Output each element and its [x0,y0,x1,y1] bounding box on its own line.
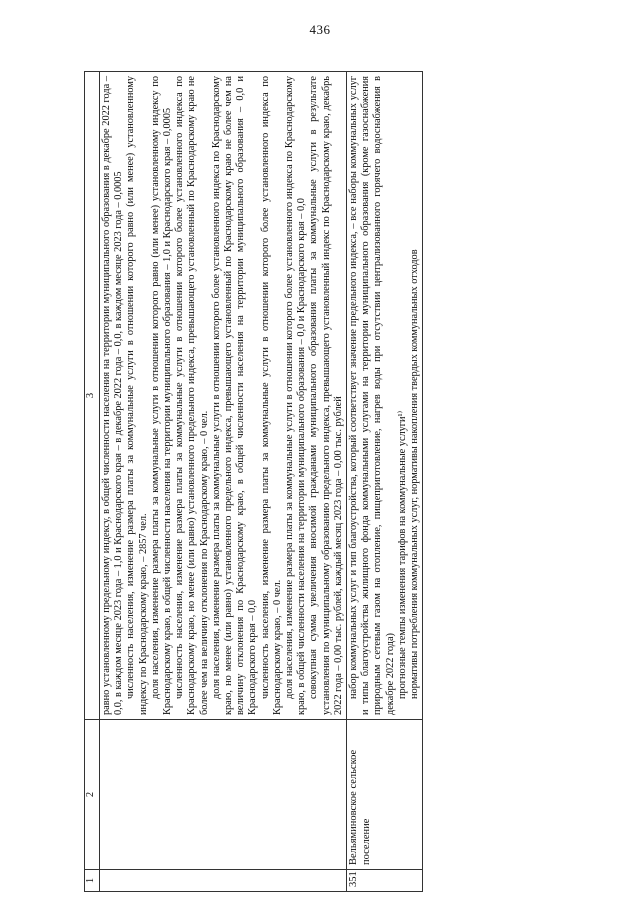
paragraph: численность населения, изменение размера платы за коммунальные услуги в отношении которого равно (или менее) установленному индексу по Краснодарскому краю, – 2857 чел. [125,76,149,715]
settlement-cell: Вельяминовское сельское поселение [347,720,423,870]
table-row-351 [347,72,423,892]
paragraph: набор коммунальных услуг и тип благоустройства, который соответствует значение предельного индекса, – все наборы коммунальных услуг и типы благоустройства жилищного фонда коммунальными услугами на территории муниципального образования (кроме газоснабжения природным сетевым газом на отопление, пищеприготовление, нагрев воды при отсутствии централизованного горячего водоснабжения в декабре 2022 года) [348,76,396,715]
paragraph: прогнозные темпы изменения тарифов на коммунальные услуги¹⁾ [396,410,408,699]
paragraph: численность населения, изменение размера платы за коммунальные услуги в отношении которого более установленного индекса по Краснодарскому краю, но менее (или равно) установленного предельного индекса, превышающего установленный по Краснодарскому краю не более чем на величину отклонения по Краснодарскому краю, – 0 чел. [174,76,210,715]
row-number-cell: 351 [347,870,423,892]
rotated-table-container [84,72,604,892]
row-number-cell [100,870,347,892]
indicators-cell [100,72,347,720]
header-col-3: 3 [85,72,100,720]
table-header-row [85,72,100,892]
header-col-2: 2 [85,720,100,870]
indicators-cell [347,72,423,720]
paragraph: доля населения, изменение размера платы за коммунальные услуги в отношении которого более установленного индекса по Краснодарскому краю, но менее (или равно) установленного предельного индекса, превышающего установленный по Краснодарскому краю не более чем на величину отклонения по Краснодарскому краю, в общей численности населения на территории муниципального образования – 0,0 и Краснодарского края – 0,0 [210,76,259,715]
page-number: 436 [309,22,331,37]
paragraph: численность населения, изменение размера платы за коммунальные услуги в отношении которого более установленного индекса по Краснодарскому краю, – 0 чел. [259,76,283,715]
paragraph: доля населения, изменение размера платы за коммунальные услуги в отношении которого более установленного индекса по Краснодарскому краю, в общей численности населения на территории муниципального образования – 0,0 и Краснодарского края – 0,0 [284,76,308,715]
paragraph: нормативы потребления коммунальных услуг, нормативы накопления твердых коммунальных отходов [409,249,421,699]
data-table [84,71,423,892]
table-row-continuation [100,72,347,892]
settlement-cell [100,720,347,870]
paragraph: совокупная сумма увеличения вносимой гражданами муниципального образования платы за коммунальные услуги в результате установления по муниципальному образованию предельного индекса, превышающего установленный индекс по Краснодарскому краю, декабрь 2022 года – 0,00 тыс. рублей, каждый месяц 2023 года – 0,00 тыс. рублей [308,76,344,715]
paragraph: доля населения, изменение размера платы за коммунальные услуги в отношении которого равно (или менее) установленному индексу по Краснодарскому краю, в общей численности населения на территории муниципального образования – 1,0 и Краснодарского края – 0,0005 [149,76,174,715]
header-col-1: 1 [85,870,100,892]
paragraph: равно установленному предельному индексу, в общей численности населения на территории муниципального образования в декабре 2022 года – 0,0, в каждом месяце 2023 года – 1,0 и Краснодарского края – в декабре 2022 года – 0,0, в каждом месяце 2023 года – 0,0005 [101,76,125,715]
